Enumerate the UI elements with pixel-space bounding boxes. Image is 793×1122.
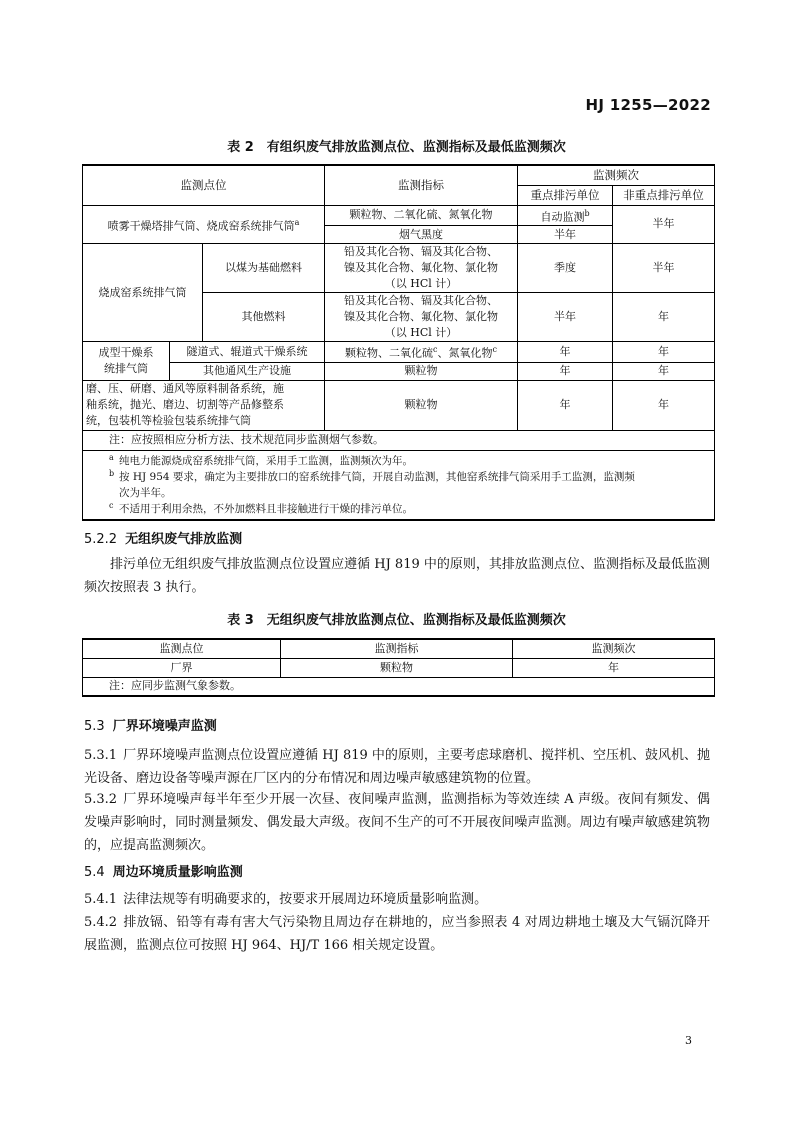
t2-spray-freq-2: 半年: [518, 226, 613, 244]
t2-note: 注：应按照相应分析方法、技术规范同步监测烟气参数。: [83, 430, 715, 450]
table3-caption: 表 3 无组织废气排放监测点位、监测指标及最低监测频次: [227, 613, 566, 628]
page-number: 3: [685, 1034, 692, 1047]
t2-grind-indicator: 颗粒物: [325, 380, 518, 430]
t2-spray-freq-1: 自动监测$^b$: [518, 205, 613, 226]
section-5-4-1: 5.4.1 法律法规等有明确要求的，按要求开展周边环境质量影响监测。: [84, 892, 488, 907]
t2-dryer-vent-key: 年: [518, 362, 613, 380]
t3-row-frequency: 年: [513, 658, 715, 677]
t2-dryer-tunnel-indicator: 颗粒物、二氧化硫$^c$、氮氧化物$^c$: [325, 342, 518, 363]
section-5-4-2: 5.4.2 排放镉、铅等有毒有害大气污染物且周边存在耕地的，应当参照表 4 对周边耕地土壤及大气镉沉降开展监测，监测点位可按照 HJ 964、HJ/T 166 相关规定设置。: [84, 915, 710, 953]
section-5-2-2-body: 排污单位无组织废气排放监测点位设置应遵循 HJ 819 中的原则，其排放监测点位、监测指标及最低监测频次按照表 3 执行。: [84, 557, 710, 595]
table2-caption: 表 2 有组织废气排放监测点位、监测指标及最低监测频次: [227, 140, 566, 155]
t3-header-indicator: 监测指标: [281, 639, 513, 658]
t3-header-location: 监测点位: [83, 639, 281, 658]
t2-footnotes: [83, 450, 715, 520]
t2-header-nonkey-unit: 非重点排污单位: [613, 185, 715, 205]
t2-spray-indicator-1: 颗粒物、二氧化硫、氮氧化物: [325, 205, 518, 226]
section-5-3-1: 5.3.1 厂界环境噪声监测点位设置应遵循 HJ 819 中的原则，主要考虑球磨机、搅拌机、空压机、鼓风机、抛光设备、磨边设备等噪声源在厂区内的分布情况和周边噪声敏感建筑物的位置。: [84, 748, 710, 786]
table2: [82, 164, 715, 521]
t2-dryer-tunnel-nonkey: 年: [613, 342, 715, 363]
t2-kiln-other-nonkey: 年: [613, 293, 715, 342]
t2-kiln-coal-key: 季度: [518, 244, 613, 293]
t2-header-frequency: 监测频次: [518, 165, 715, 185]
t2-kiln-other-key: 半年: [518, 293, 613, 342]
t2-kiln-other-label: 其他燃料: [203, 293, 325, 342]
t2-dryer-group: 成型干燥系 统排气筒: [83, 342, 170, 381]
t2-grind-key: 年: [518, 380, 613, 430]
t2-footnote-b: b 按 HJ 954 要求，确定为主要排放口的窑系统排气筒，开展自动监测，其他窑系统排气筒采用手工监测，监测频 次为半年。: [109, 468, 635, 499]
t2-footnote-c: c 不适用于利用余热，不外加燃料且非接触进行干燥的排污单位。: [109, 500, 413, 515]
t3-row-location: 厂界: [83, 658, 281, 677]
section-5-3-heading: 5.3 厂界环境噪声监测: [84, 719, 217, 734]
t2-dryer-vent-nonkey: 年: [613, 362, 715, 380]
t2-footnote-a: a 纯电力能源烧成窑系统排气筒，采用手工监测，监测频次为年。: [109, 452, 413, 467]
t2-spray-location: 喷雾干燥塔排气筒、烧成窑系统排气筒$^a$: [83, 205, 325, 244]
section-5-4-heading: 5.4 周边环境质量影响监测: [84, 865, 243, 880]
t2-kiln-group: 烧成窑系统排气筒: [83, 244, 203, 342]
t2-header-indicator: 监测指标: [325, 165, 518, 205]
t2-kiln-coal-label: 以煤为基础燃料: [203, 244, 325, 293]
section-5-2-2-heading: 5.2.2 无组织废气排放监测: [84, 532, 243, 547]
standard-id: HJ 1255—2022: [585, 96, 711, 114]
t2-grind-location: 磨、压、研磨、通风等原料制备系统，施 釉系统，抛光、磨边、切割等产品修整系 统，包装机等检验包装系统排气筒: [83, 380, 325, 430]
t3-header-frequency: 监测频次: [513, 639, 715, 658]
t2-grind-nonkey: 年: [613, 380, 715, 430]
t2-kiln-coal-indicator: 铅及其化合物、镉及其化合物、 镍及其化合物、氟化物、氯化物 （以 HCl 计）: [325, 244, 518, 293]
t2-kiln-coal-nonkey: 半年: [613, 244, 715, 293]
t3-row-indicator: 颗粒物: [281, 658, 513, 677]
t2-spray-nonkey: 半年: [613, 205, 715, 244]
t2-kiln-other-indicator: 铅及其化合物、镉及其化合物、 镍及其化合物、氟化物、氯化物 （以 HCl 计）: [325, 293, 518, 342]
t2-dryer-vent-label: 其他通风生产设施: [170, 362, 325, 380]
t2-dryer-vent-indicator: 颗粒物: [325, 362, 518, 380]
t3-note: 注：应同步监测气象参数。: [83, 677, 715, 696]
t2-header-location: 监测点位: [83, 165, 325, 205]
section-5-3-2: 5.3.2 厂界环境噪声每半年至少开展一次昼、夜间噪声监测，监测指标为等效连续 A 声级。夜间有频发、偶发噪声影响时，同时测量频发、偶发最大声级。夜间不生产的可不开展夜间噪声监测。周边有噪声敏感建筑物的，应提高监测频次。: [84, 792, 710, 853]
t2-spray-indicator-2: 烟气黑度: [325, 226, 518, 244]
table3: [82, 638, 715, 697]
t2-header-key-unit: 重点排污单位: [518, 185, 613, 205]
t2-dryer-tunnel-key: 年: [518, 342, 613, 363]
t2-dryer-tunnel-label: 隧道式、辊道式干燥系统: [170, 342, 325, 363]
